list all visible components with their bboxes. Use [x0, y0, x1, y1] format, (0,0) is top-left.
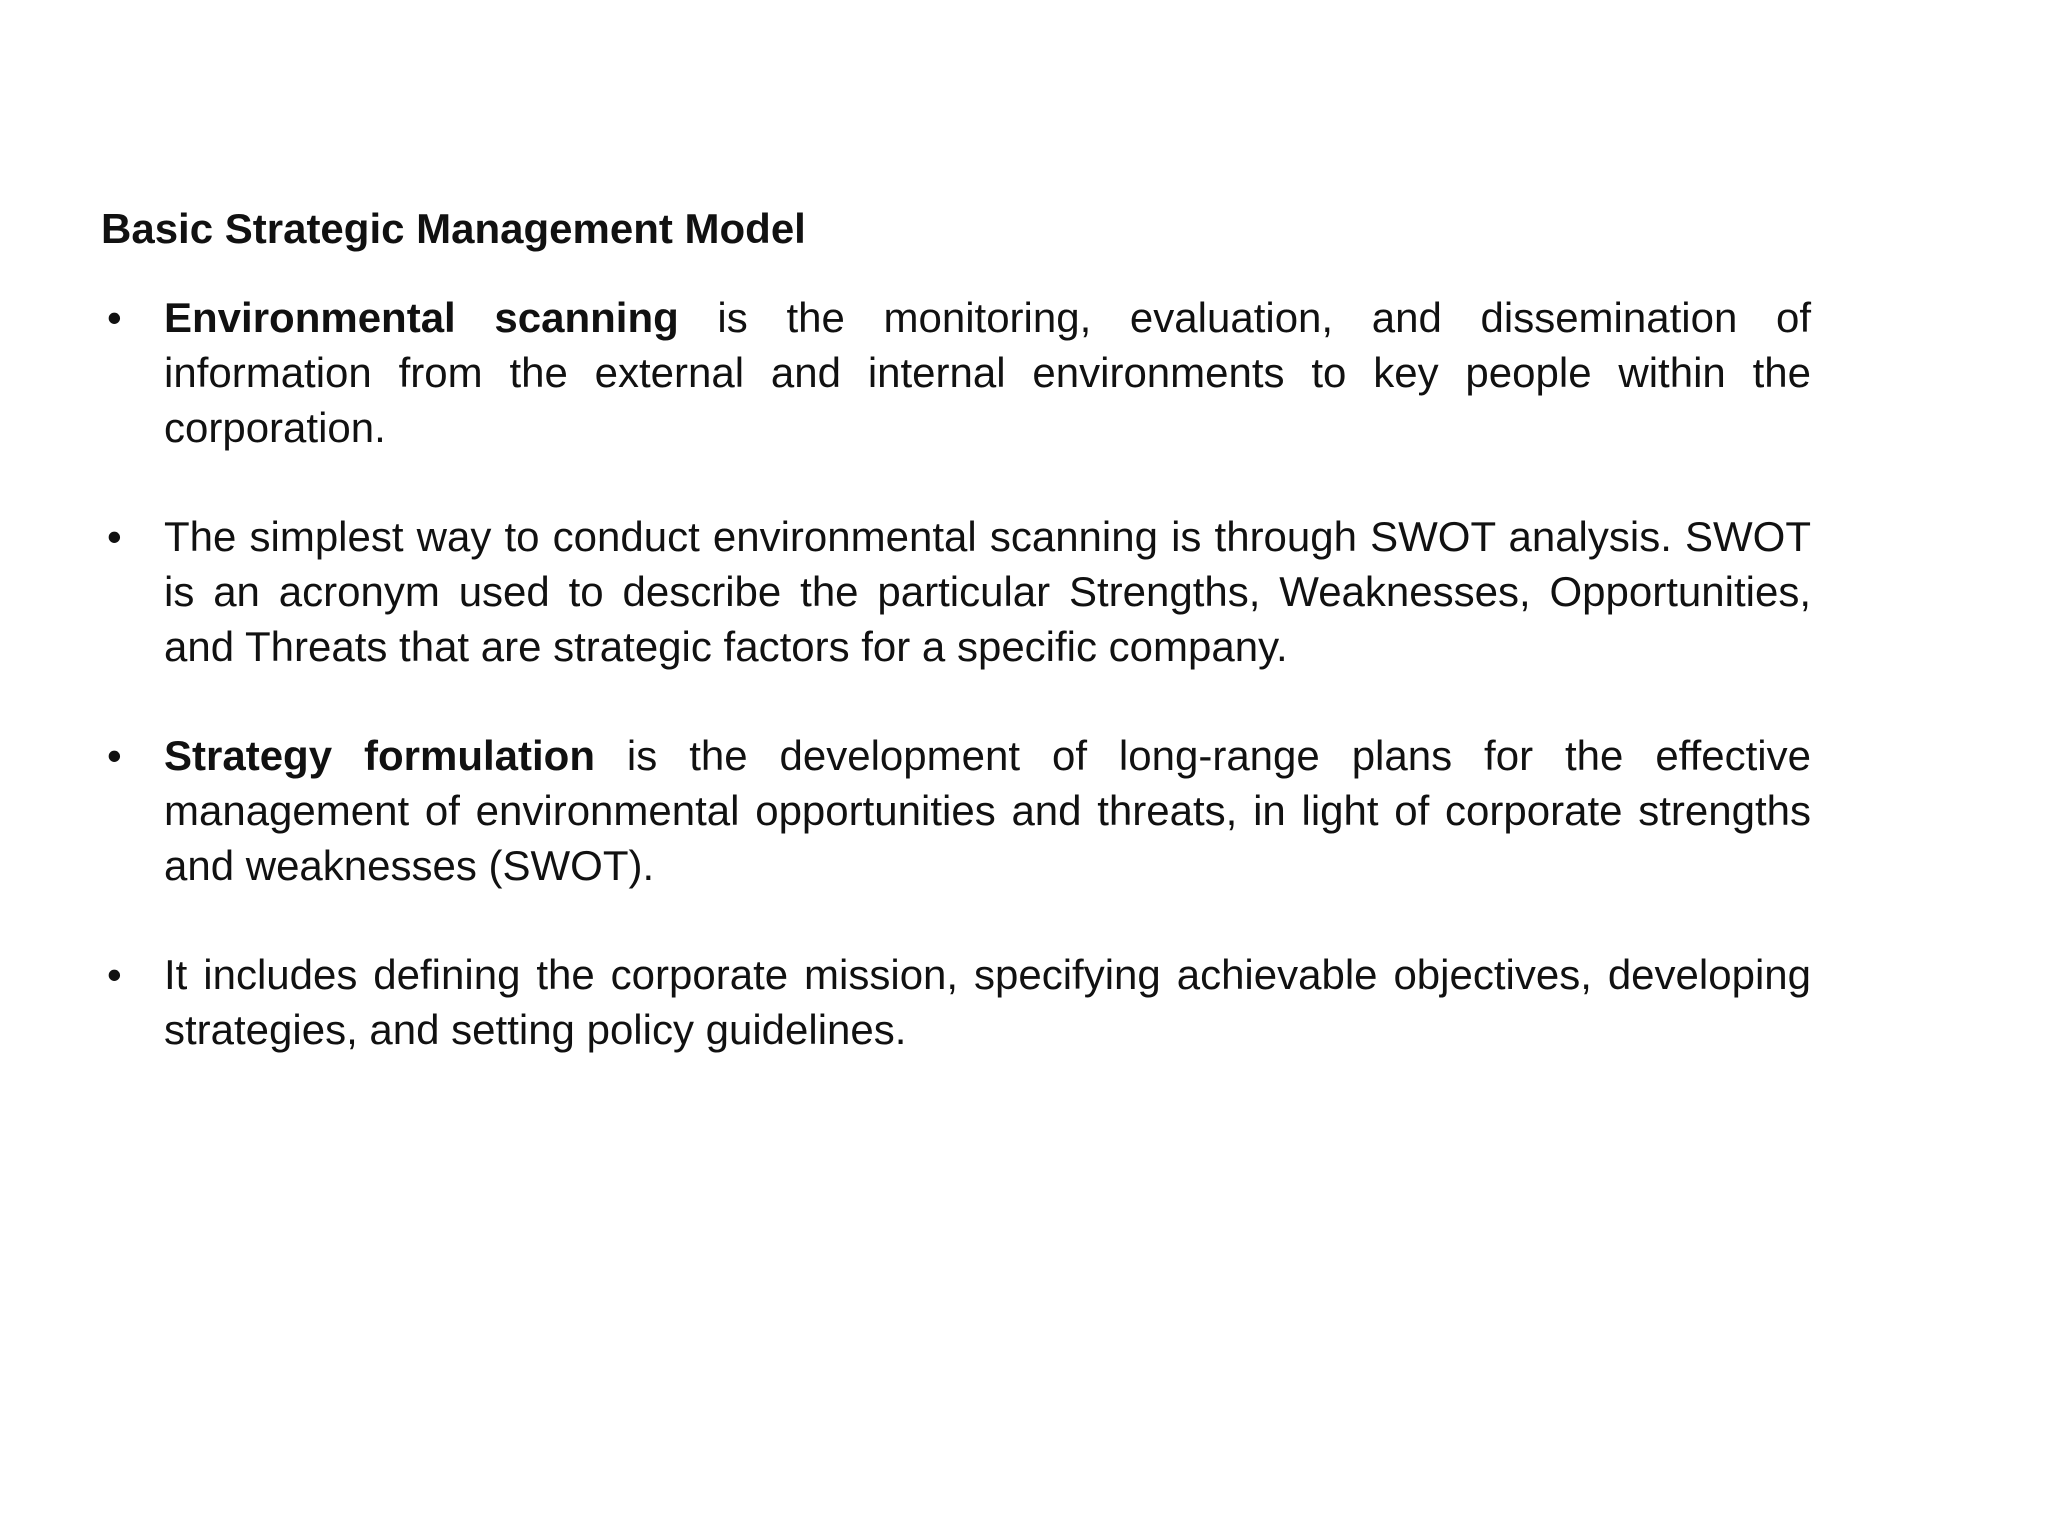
bullet-strategy-components — [101, 947, 1811, 1057]
bullet-text: It includes defining the corporate mission, specifying achievable objectives, developing strategies, and setting policy guidelines. — [164, 951, 1811, 1053]
bullet-marker: • — [107, 951, 122, 998]
bullet-swot-analysis — [101, 509, 1811, 674]
bullet-marker: • — [107, 513, 122, 560]
bullet-term: Environmental scanning — [164, 294, 679, 341]
bullet-strategy-formulation — [101, 728, 1811, 893]
bullet-text: The simplest way to conduct environmental scanning is through SWOT analysis. SWOT is an acronym used to describe the particular Strengths, Weaknesses, Opportunities, and Threats that are strategic factors for a specific company. — [164, 513, 1811, 670]
bullet-text: is the development of long-range plans for the effective management of environmental opportunities and threats, in light of corporate strengths and weaknesses (SWOT). — [164, 732, 1811, 889]
bullet-environmental-scanning — [101, 290, 1811, 455]
bullet-term: Strategy formulation — [164, 732, 595, 779]
bullet-marker: • — [107, 732, 122, 779]
bullet-text: is the monitoring, evaluation, and dissemination of information from the external and internal environments to key people within the corporation. — [164, 294, 1811, 451]
bullet-list — [101, 290, 1811, 1111]
bullet-marker: • — [107, 294, 122, 341]
slide-title: Basic Strategic Management Model — [101, 205, 806, 252]
